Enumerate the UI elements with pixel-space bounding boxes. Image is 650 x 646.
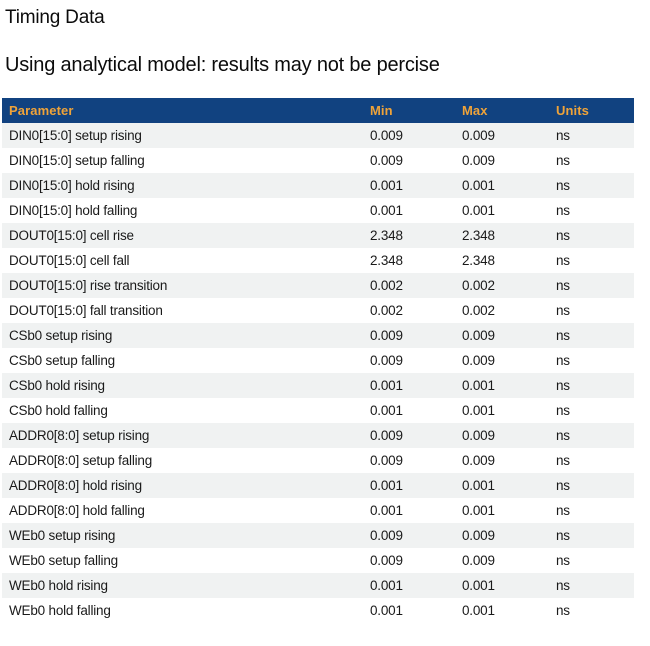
cell-parameter: WEb0 hold falling	[9, 603, 111, 618]
cell-min: 0.009	[370, 528, 403, 543]
cell-parameter: CSb0 hold rising	[9, 378, 105, 393]
cell-parameter: WEb0 setup falling	[9, 553, 118, 568]
cell-units: ns	[556, 153, 570, 168]
cell-min: 0.009	[370, 428, 403, 443]
table-row	[2, 198, 634, 223]
timing-table	[2, 98, 634, 623]
column-header-min: Min	[363, 98, 455, 123]
cell-units: ns	[556, 503, 570, 518]
cell-max: 0.001	[462, 203, 495, 218]
cell-units: ns	[556, 453, 570, 468]
cell-min: 0.002	[370, 303, 403, 318]
cell-parameter: DOUT0[15:0] cell rise	[9, 228, 134, 243]
cell-min: 0.001	[370, 578, 403, 593]
table-row	[2, 523, 634, 548]
table-row	[2, 448, 634, 473]
cell-parameter: WEb0 hold rising	[9, 578, 108, 593]
cell-parameter: ADDR0[8:0] setup falling	[9, 453, 153, 468]
cell-units: ns	[556, 228, 570, 243]
cell-min: 0.009	[370, 453, 403, 468]
cell-max: 0.002	[462, 303, 495, 318]
table-row	[2, 173, 634, 198]
table-header	[2, 98, 634, 123]
cell-min: 0.001	[370, 478, 403, 493]
cell-max: 0.001	[462, 178, 495, 193]
table-row	[2, 498, 634, 523]
cell-parameter: CSb0 setup rising	[9, 328, 113, 343]
cell-min: 0.001	[370, 603, 403, 618]
cell-units: ns	[556, 578, 570, 593]
page-subtitle: Using analytical model: results may not be percise	[5, 54, 440, 76]
cell-units: ns	[556, 553, 570, 568]
cell-units: ns	[556, 478, 570, 493]
table-row	[2, 298, 634, 323]
cell-units: ns	[556, 303, 570, 318]
cell-max: 0.009	[462, 353, 495, 368]
cell-max: 0.001	[462, 578, 495, 593]
cell-parameter: DIN0[15:0] setup rising	[9, 128, 142, 143]
cell-parameter: CSb0 hold falling	[9, 403, 108, 418]
cell-min: 0.001	[370, 203, 403, 218]
cell-max: 0.002	[462, 278, 495, 293]
column-header-max: Max	[455, 98, 549, 123]
table-row	[2, 248, 634, 273]
cell-min: 0.001	[370, 378, 403, 393]
cell-units: ns	[556, 328, 570, 343]
cell-units: ns	[556, 428, 570, 443]
cell-parameter: ADDR0[8:0] setup rising	[9, 428, 150, 443]
cell-min: 0.009	[370, 553, 403, 568]
cell-parameter: DOUT0[15:0] cell fall	[9, 253, 130, 268]
table-row	[2, 598, 634, 623]
cell-units: ns	[556, 278, 570, 293]
cell-units: ns	[556, 528, 570, 543]
table-row	[2, 223, 634, 248]
cell-min: 0.009	[370, 353, 403, 368]
cell-min: 0.009	[370, 153, 403, 168]
table-row	[2, 573, 634, 598]
table-body	[2, 123, 634, 623]
cell-min: 2.348	[370, 228, 403, 243]
cell-parameter: DOUT0[15:0] rise transition	[9, 278, 168, 293]
cell-parameter: DOUT0[15:0] fall transition	[9, 303, 163, 318]
table-header-row	[2, 98, 634, 123]
cell-min: 0.009	[370, 128, 403, 143]
cell-max: 0.009	[462, 453, 495, 468]
cell-parameter: CSb0 setup falling	[9, 353, 115, 368]
cell-units: ns	[556, 253, 570, 268]
cell-max: 0.009	[462, 553, 495, 568]
table-row	[2, 273, 634, 298]
table-row	[2, 548, 634, 573]
table-row	[2, 398, 634, 423]
cell-max: 0.009	[462, 428, 495, 443]
cell-max: 0.009	[462, 128, 495, 143]
table-row	[2, 473, 634, 498]
table-row	[2, 323, 634, 348]
cell-max: 0.009	[462, 328, 495, 343]
column-header-parameter: Parameter	[2, 98, 363, 123]
cell-min: 0.001	[370, 178, 403, 193]
cell-max: 2.348	[462, 253, 495, 268]
cell-max: 0.009	[462, 528, 495, 543]
table-row	[2, 348, 634, 373]
cell-units: ns	[556, 178, 570, 193]
table-row	[2, 148, 634, 173]
cell-units: ns	[556, 353, 570, 368]
page-title: Timing Data	[5, 7, 105, 28]
cell-parameter: DIN0[15:0] hold falling	[9, 203, 138, 218]
cell-min: 0.001	[370, 403, 403, 418]
cell-parameter: WEb0 setup rising	[9, 528, 116, 543]
cell-min: 0.001	[370, 503, 403, 518]
cell-units: ns	[556, 378, 570, 393]
table-row	[2, 373, 634, 398]
cell-units: ns	[556, 603, 570, 618]
cell-parameter: DIN0[15:0] hold rising	[9, 178, 135, 193]
cell-min: 0.009	[370, 328, 403, 343]
table-row	[2, 123, 634, 148]
column-header-units: Units	[549, 98, 634, 123]
cell-min: 2.348	[370, 253, 403, 268]
cell-max: 0.001	[462, 403, 495, 418]
cell-max: 0.001	[462, 478, 495, 493]
cell-units: ns	[556, 403, 570, 418]
cell-parameter: ADDR0[8:0] hold rising	[9, 478, 142, 493]
cell-max: 0.001	[462, 378, 495, 393]
cell-parameter: ADDR0[8:0] hold falling	[9, 503, 145, 518]
cell-max: 2.348	[462, 228, 495, 243]
cell-max: 0.001	[462, 503, 495, 518]
cell-max: 0.009	[462, 153, 495, 168]
cell-parameter: DIN0[15:0] setup falling	[9, 153, 145, 168]
cell-max: 0.001	[462, 603, 495, 618]
cell-units: ns	[556, 203, 570, 218]
cell-min: 0.002	[370, 278, 403, 293]
table-row	[2, 423, 634, 448]
cell-units: ns	[556, 128, 570, 143]
